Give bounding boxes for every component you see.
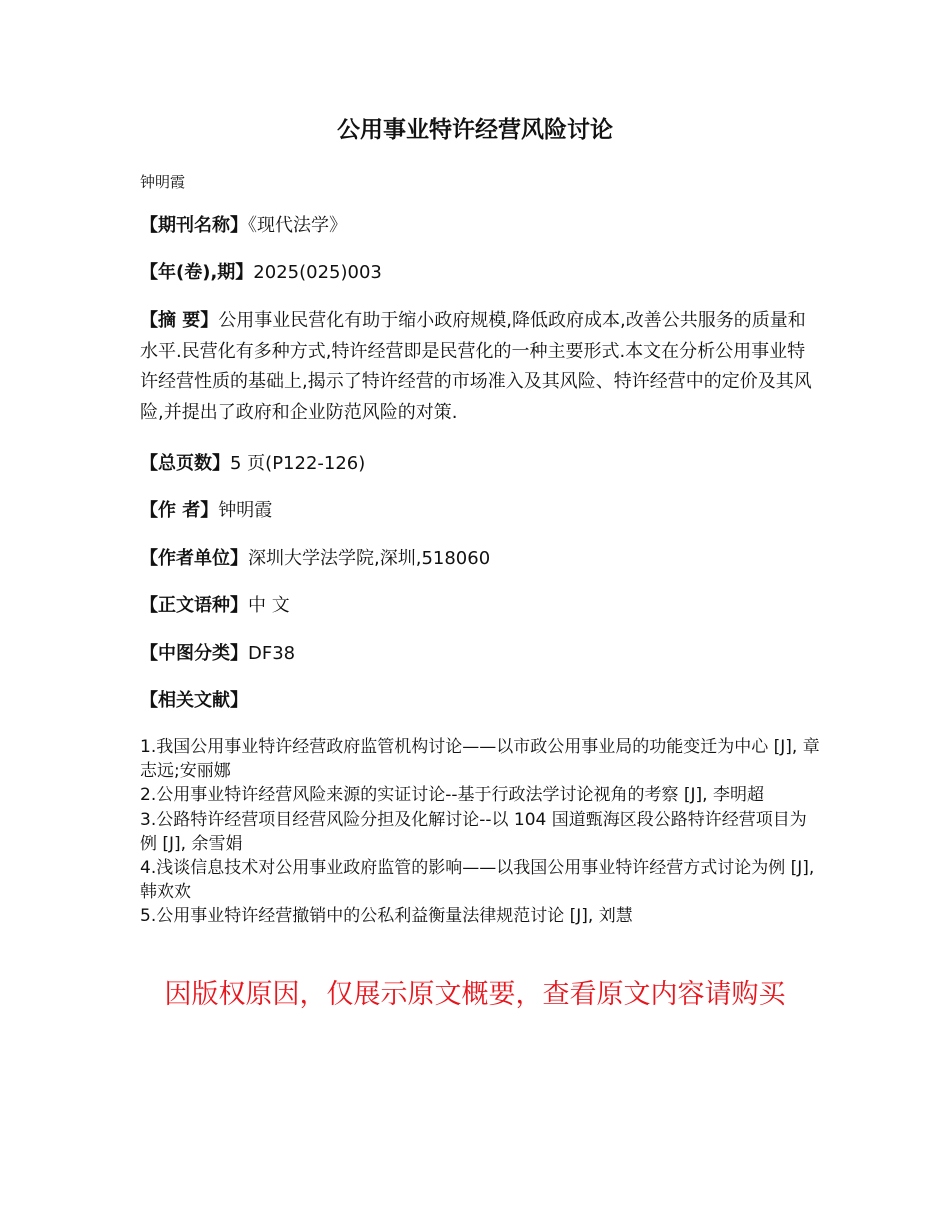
classification-value: DF38 bbox=[248, 643, 296, 664]
pages-field bbox=[140, 449, 820, 479]
reference-item[interactable]: 5.公用事业特许经营撤销中的公私利益衡量法律规范讨论 [J], 刘慧 bbox=[140, 906, 633, 927]
reference-list bbox=[140, 735, 820, 929]
pages-label: 【总页数】 bbox=[140, 453, 230, 474]
author-label: 【作 者】 bbox=[140, 500, 219, 521]
related-field bbox=[140, 686, 820, 716]
affiliation-field bbox=[140, 544, 820, 574]
copyright-notice: 因版权原因，仅展示原文概要，查看原文内容请购买 bbox=[164, 979, 786, 1010]
author-field bbox=[140, 496, 820, 526]
abstract-field bbox=[140, 306, 820, 428]
issue-label: 【年(卷),期】 bbox=[140, 262, 254, 283]
abstract-label: 【摘 要】 bbox=[140, 310, 219, 331]
related-label: 【相关文献】 bbox=[140, 690, 248, 711]
reference-item[interactable]: 4.浅谈信息技术对公用事业政府监管的影响——以我国公用事业特许经营方式讨论为例 [J], 韩欢欢 bbox=[140, 858, 815, 903]
issue-field bbox=[140, 258, 820, 288]
document-title: 公用事业特许经营风险讨论 bbox=[337, 117, 613, 143]
language-field bbox=[140, 591, 820, 621]
reference-item[interactable]: 2.公用事业特许经营风险来源的实证讨论--基于行政法学讨论视角的考察 [J], 李明超 bbox=[140, 785, 764, 806]
journal-label: 【期刊名称】 bbox=[140, 215, 248, 236]
journal-value: 《现代法学》 bbox=[248, 215, 347, 236]
pages-value: 5 页(P122-126) bbox=[230, 453, 366, 474]
abstract-text: 公用事业民营化有助于缩小政府规模,降低政府成本,改善公共服务的质量和水平.民营化有多种方式,特许经营即是民营化的一种主要形式.本文在分析公用事业特许经营性质的基础上,揭示了特许经营的市场准入及其风险、特许经营中的定价及其风险,并提出了政府和企业防范风险的对策. bbox=[140, 310, 812, 423]
reference-item[interactable]: 3.公路特许经营项目经营风险分担及化解讨论--以 104 国道甄海区段公路特许经营项目为例 [J], 余雪娟 bbox=[140, 809, 807, 854]
reference-item[interactable]: 1.我国公用事业特许经营政府监管机构讨论——以市政公用事业局的功能变迁为中心 [J], 章志远;安丽娜 bbox=[140, 737, 820, 782]
affiliation-value: 深圳大学法学院,深圳,518060 bbox=[248, 548, 491, 569]
language-value: 中 文 bbox=[248, 595, 290, 616]
author-value: 钟明霞 bbox=[218, 500, 273, 521]
classification-field bbox=[140, 639, 820, 669]
affiliation-label: 【作者单位】 bbox=[140, 548, 248, 569]
issue-value: 2025(025)003 bbox=[253, 262, 382, 283]
author-byline: 钟明霞 bbox=[140, 173, 186, 191]
journal-field bbox=[140, 211, 820, 241]
language-label: 【正文语种】 bbox=[140, 595, 248, 616]
classification-label: 【中图分类】 bbox=[140, 643, 248, 664]
